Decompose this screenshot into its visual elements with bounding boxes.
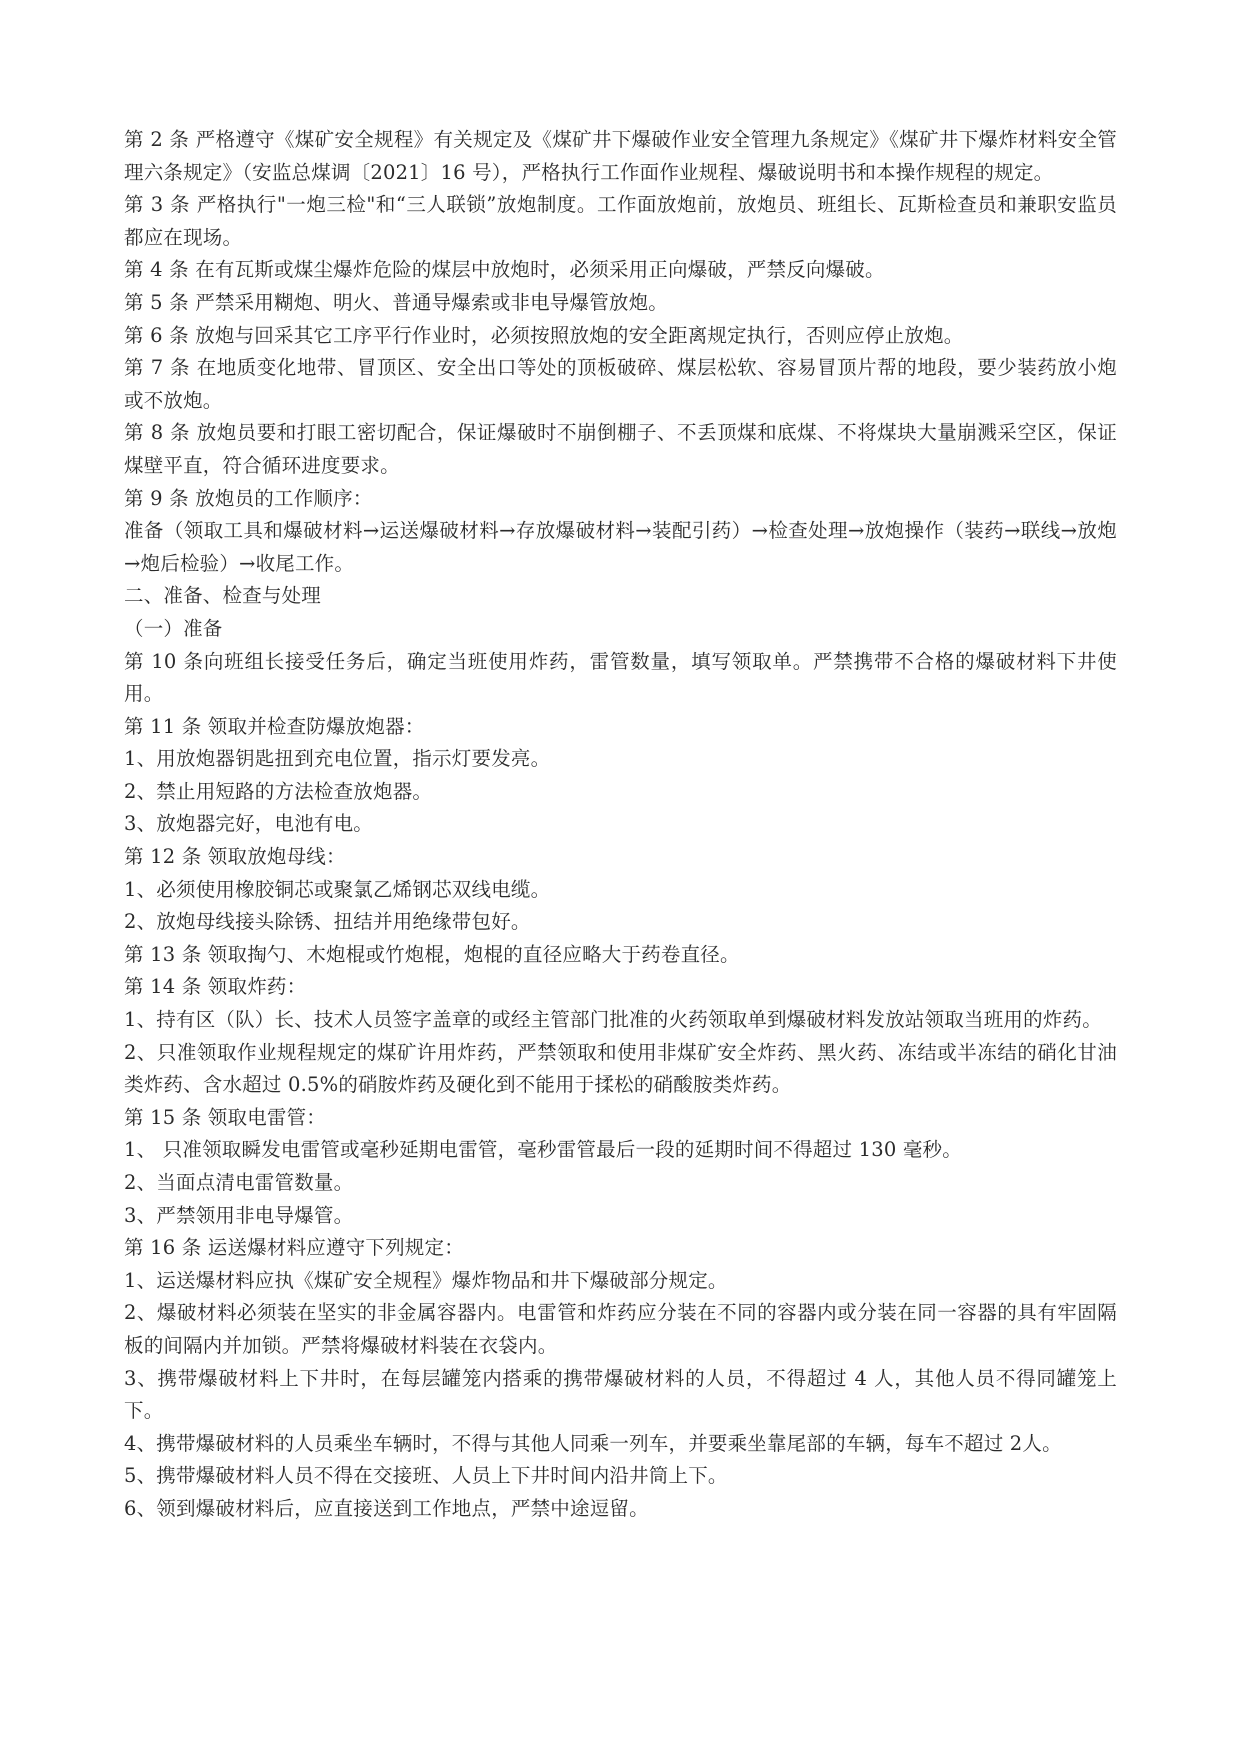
article-8: 第 8 条 放炮员要和打眼工密切配合，保证爆破时不崩倒棚子、不丢顶煤和底煤、不将煤块大量崩溅采空区，保证煤壁平直，符合循环进度要求。 [124, 421, 1117, 477]
article-15: 第 15 条 领取电雷管： [124, 1105, 327, 1129]
list-item: 3、放炮器完好，电池有电。 [124, 812, 374, 836]
list-item: 1、必须使用橡胶铜芯或聚氯乙烯钢芯双线电缆。 [124, 877, 551, 901]
list-item: 2、爆破材料必须装在坚实的非金属容器内。电雷管和炸药应分装在不同的容器内或分装在同一容器的具有牢固隔板的间隔内并加锁。严禁将爆破材料装在衣袋内。 [124, 1301, 1117, 1357]
article-10: 第 10 条向班组长接受任务后，确定当班使用炸药，雷管数量，填写领取单。严禁携带不合格的爆破材料下井使用。 [124, 649, 1117, 706]
list-item: 1、运送爆材料应执《煤矿安全规程》爆炸物品和井下爆破部分规定。 [124, 1268, 728, 1292]
article-5: 第 5 条 严禁采用糊炮、明火、普通导爆索或非电导爆管放炮。 [124, 290, 669, 314]
list-item: 1、用放炮器钥匙扭到充电位置，指示灯要发亮。 [124, 747, 551, 771]
article-3: 第 3 条 严格执行"一炮三检"和“三人联锁”放炮制度。工作面放炮前，放炮员、班组长、瓦斯检查员和兼职安监员都应在现场。 [124, 193, 1117, 249]
article-11: 第 11 条 领取并检查防爆放炮器： [124, 714, 425, 738]
list-item: 5、携带爆破材料人员不得在交接班、人员上下井时间内沿井筒上下。 [124, 1464, 728, 1488]
list-item: 2、只准领取作业规程规定的煤矿许用炸药，严禁领取和使用非煤矿安全炸药、黑火药、冻结或半冻结的硝化甘油类炸药、含水超过 0.5%的硝胺炸药及硬化到不能用于揉松的硝酸胺类炸药。 [124, 1040, 1117, 1097]
list-item: 2、禁止用短路的方法检查放炮器。 [124, 779, 433, 803]
list-item: 2、当面点清电雷管数量。 [124, 1171, 354, 1194]
article-12: 第 12 条 领取放炮母线： [124, 845, 346, 869]
article-2: 第 2 条 严格遵守《煤矿安全规程》有关规定及《煤矿井下爆破作业安全管理九条规定》《煤矿井下爆炸材料安全管理六条规定》（安监总煤调〔2021〕16 号），严格执行工作面作业规程、爆破说明书和本操作规程的规定。 [124, 128, 1117, 184]
list-item: 1、持有区（队）长、技术人员签字盖章的或经主管部门批准的火药领取单到爆破材料发放站领取当班用的炸药。 [124, 1008, 1102, 1032]
work-sequence: 准备（领取工具和爆破材料→运送爆破材料→存放爆破材料→装配引药）→检查处理→放炮操作（装药→联线→放炮→炮后检验）→收尾工作。 [124, 519, 1117, 575]
list-item: 3、携带爆破材料上下井时，在每层罐笼内搭乘的携带爆破材料的人员，不得超过 4 人，其他人员不得同罐笼上下。 [124, 1366, 1117, 1423]
list-item: 6、领到爆破材料后，应直接送到工作地点，严禁中途逗留。 [124, 1496, 649, 1520]
article-14: 第 14 条 领取炸药： [124, 975, 307, 999]
subsection-heading: （一）准备 [124, 616, 223, 640]
list-item: 4、携带爆破材料的人员乘坐车辆时，不得与其他人同乘一列车，并要乘坐靠尾部的车辆，每车不超过 2人。 [124, 1431, 1062, 1455]
section-heading: 二、准备、检查与处理 [124, 584, 322, 608]
list-item: 3、严禁领用非电导爆管。 [124, 1203, 354, 1227]
article-16: 第 16 条 运送爆材料应遵守下列规定： [124, 1236, 464, 1260]
document-body [124, 124, 1117, 1526]
article-13: 第 13 条 领取掏勺、木炮棍或竹炮棍，炮棍的直径应略大于药卷直径。 [124, 942, 740, 966]
article-7: 第 7 条 在地质变化地带、冒顶区、安全出口等处的顶板破碎、煤层松软、容易冒顶片帮的地段，要少装药放小炮或不放炮。 [124, 356, 1117, 412]
article-9: 第 9 条 放炮员的工作顺序： [124, 486, 373, 510]
list-item: 1、 只准领取瞬发电雷管或毫秒延期电雷管，毫秒雷管最后一段的延期时间不得超过 130 毫秒。 [124, 1138, 962, 1162]
article-4: 第 4 条 在有瓦斯或煤尘爆炸危险的煤层中放炮时，必须采用正向爆破，严禁反向爆破。 [124, 258, 885, 282]
list-item: 2、放炮母线接头除锈、扭结并用绝缘带包好。 [124, 910, 531, 934]
article-6: 第 6 条 放炮与回采其它工序平行作业时，必须按照放炮的安全距离规定执行，否则应停止放炮。 [124, 323, 964, 347]
